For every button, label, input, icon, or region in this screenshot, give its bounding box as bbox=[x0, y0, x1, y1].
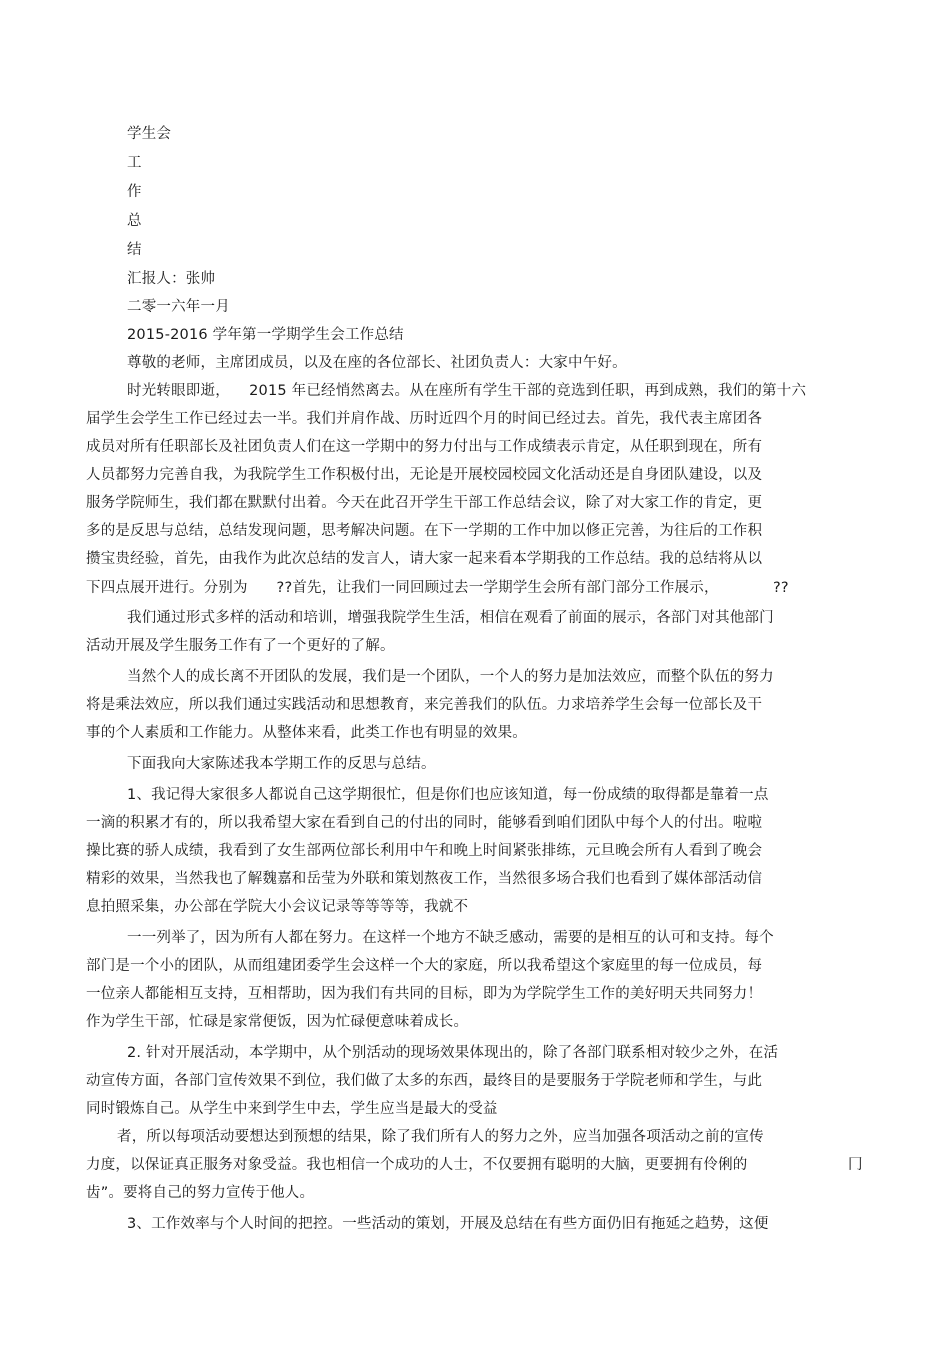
paragraph-line: 同时锻炼自己。从学生中来到学生中去，学生应当是最大的受益 bbox=[86, 1101, 498, 1117]
paragraph-line: 息拍照采集，办公部在学院大小会议记录等等等等，我就不 bbox=[86, 899, 469, 915]
paragraph-line: 攒宝贵经验，首先，由我作为此次总结的发言人，请大家一起来看本学期我的工作总结。我的总结将从以 bbox=[86, 551, 763, 567]
paragraph-line: 一位亲人都能相互支持，互相帮助，因为我们有共同的目标，即为为学院学生工作的美好明天共同努力！ bbox=[86, 986, 763, 1002]
paragraph-line: 部门是一个小的团队，从而组建团委学生会这样一个大的家庭，所以我希望这个家庭里的每一位成员，每 bbox=[86, 958, 763, 974]
paragraph-line: ?? bbox=[773, 580, 789, 596]
paragraph-line: 力度，以保证真正服务对象受益。我也相信一个成功的人士，不仅要拥有聪明的大脑，更要拥有伶俐的 bbox=[86, 1157, 748, 1173]
paragraph-line: 齿”。要将自己的努力宣传于他人。 bbox=[86, 1185, 315, 1201]
title-line: 学生会 bbox=[127, 126, 172, 142]
paragraph-line: 者，所以每项活动要想达到预想的结果，除了我们所有人的努力之外，应当加强各项活动之前的宣传 bbox=[117, 1129, 764, 1145]
reporter: 汇报人：张帅 bbox=[127, 271, 216, 287]
paragraph-line: 2. 针对开展活动，本学期中，从个别活动的现场效果体现出的，除了各部门联系相对较少之外，在活 bbox=[127, 1045, 779, 1061]
paragraph-line: 事的个人素质和工作能力。从整体来看，此类工作也有明显的效果。 bbox=[86, 725, 527, 741]
heading: 2015-2016 学年第一学期学生会工作总结 bbox=[127, 327, 404, 343]
paragraph-line: 多的是反思与总结，总结发现问题，思考解决问题。在下一学期的工作中加以修正完善，为往后的工作积 bbox=[86, 523, 763, 539]
title-line: 作 bbox=[127, 184, 142, 200]
paragraph-line: 1、我记得大家很多人都说自己这学期很忙，但是你们也应该知道，每一份成绩的取得都是靠着一点 bbox=[127, 787, 769, 803]
paragraph-line: 操比赛的骄人成绩，我看到了女生部两位部长利用中午和晚上时间紧张排练，元旦晚会所有人看到了晚会 bbox=[86, 843, 763, 859]
paragraph-line: 届学生会学生工作已经过去一半。我们并肩作战、历时近四个月的时间已经过去。首先，我代表主席团各 bbox=[86, 411, 763, 427]
date: 二零一六年一月 bbox=[127, 299, 230, 315]
paragraph-line: 一滴的积累才有的，所以我希望大家在看到自己的付出的同时，能够看到咱们团队中每个人的付出。啦啦 bbox=[86, 815, 763, 831]
paragraph-line: 我们通过形式多样的活动和培训，增强我院学生生活，相信在观看了前面的展示，各部门对其他部门 bbox=[127, 610, 774, 626]
paragraph-line: 作为学生干部，忙碌是家常便饭，因为忙碌便意味着成长。 bbox=[86, 1014, 469, 1030]
paragraph-line: 3、工作效率与个人时间的把控。一些活动的策划，开展及总结在有些方面仍旧有拖延之趋势，这便 bbox=[127, 1216, 769, 1232]
paragraph-line: 成员对所有任职部长及社团负责人们在这一学期中的努力付出与工作成绩表示肯定，从任职到现在，所有 bbox=[86, 439, 763, 455]
paragraph-line: 服务学院师生，我们都在默默付出着。今天在此召开学生干部工作总结会议，除了对大家工作的肯定，更 bbox=[86, 495, 763, 511]
paragraph-line: 动宣传方面，各部门宣传效果不到位，我们做了太多的东西，最终目的是要服务于学院老师和学生，与此 bbox=[86, 1073, 763, 1089]
paragraph-line: 活动开展及学生服务工作有了一个更好的了解。 bbox=[86, 638, 395, 654]
title-line: 工 bbox=[127, 155, 142, 171]
paragraph-line: 一一列举了，因为所有人都在努力。在这样一个地方不缺乏感动，需要的是相互的认可和支持。每个 bbox=[127, 930, 774, 946]
paragraph-line: 冂 bbox=[848, 1157, 863, 1173]
title-line: 结 bbox=[127, 242, 142, 258]
paragraph-line: 下面我向大家陈述我本学期工作的反思与总结。 bbox=[127, 756, 436, 772]
greeting: 尊敬的老师，主席团成员，以及在座的各位部长、社团负责人：大家中午好。 bbox=[127, 355, 627, 371]
paragraph-line: 人员都努力完善自我，为我院学生工作积极付出，无论是开展校园校园文化活动还是自身团队建设，以及 bbox=[86, 467, 763, 483]
paragraph-line: 时光转眼即逝， 2015 年已经悄然离去。从在座所有学生干部的竞选到任职，再到成熟，我们的第十六 bbox=[127, 383, 807, 399]
paragraph-line: 精彩的效果，当然我也了解魏嘉和岳莹为外联和策划熬夜工作，当然很多场合我们也看到了媒体部活动信 bbox=[86, 871, 763, 887]
paragraph-line: 将是乘法效应，所以我们通过实践活动和思想教育，来完善我们的队伍。力求培养学生会每一位部长及干 bbox=[86, 697, 763, 713]
paragraph-line: 当然个人的成长离不开团队的发展，我们是一个团队，一个人的努力是加法效应，而整个队伍的努力 bbox=[127, 669, 774, 685]
title-line: 总 bbox=[127, 213, 142, 229]
paragraph-line: 下四点展开进行。分别为 ??首先，让我们一同回顾过去一学期学生会所有部门部分工作展示， bbox=[86, 580, 719, 596]
